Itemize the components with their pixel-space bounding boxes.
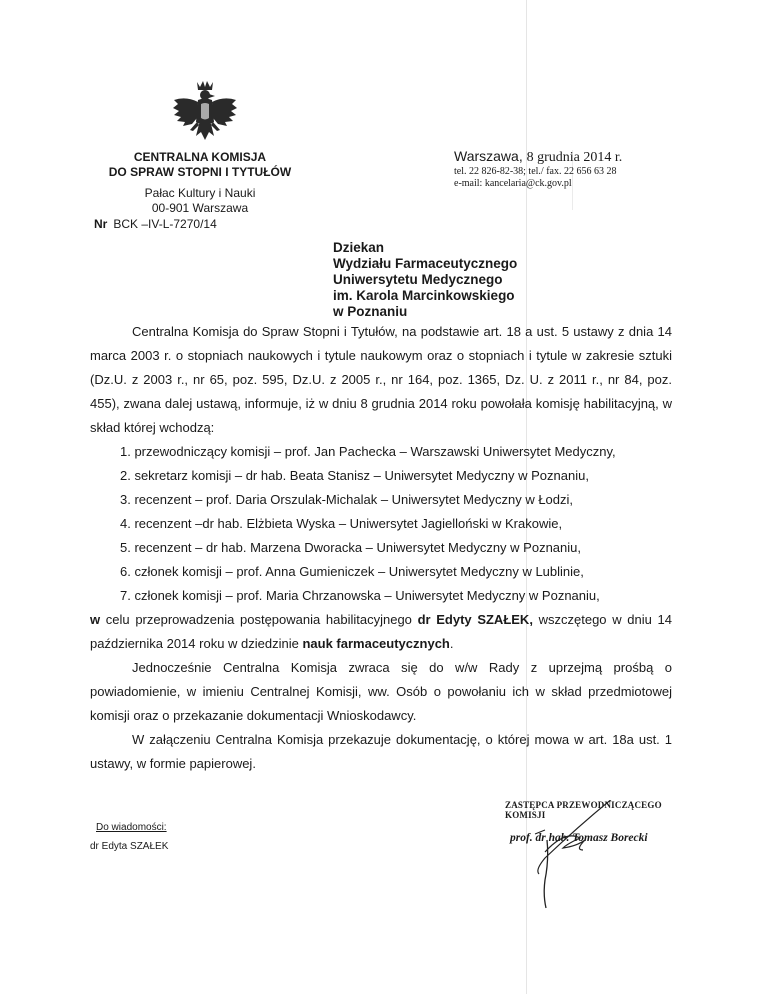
attachment-paragraph: W załączeniu Centralna Komisja przekazuje dokumentację, o której mowa w art. 18a ust. 1 ustawy, w formie papierowej.: [90, 732, 672, 771]
recipient-line: Dziekan: [333, 240, 385, 255]
scientific-field: nauk farmaceutycznych: [302, 636, 450, 651]
recipient-line: im. Karola Marcinkowskiego: [333, 288, 515, 303]
date: 8 grudnia 2014 r.: [526, 150, 623, 165]
list-item: 7. członek komisji – prof. Maria Chrzanowska – Uniwersytet Medyczny w Poznaniu,: [120, 588, 600, 603]
cc-recipient: dr Edyta SZAŁEK: [90, 841, 169, 852]
recipient-block: [333, 240, 517, 320]
signature-stamp: [505, 800, 685, 910]
candidate-name: dr Edyty SZAŁEK,: [417, 612, 533, 627]
organization-address: [120, 186, 280, 216]
purpose-text-1: celu przeprowadzenia postępowania habilitacyjnego: [100, 612, 418, 627]
purpose-paragraph: [90, 608, 672, 656]
committee-members-list: [90, 440, 672, 608]
polish-eagle-emblem-icon: [170, 78, 240, 150]
place: Warszawa,: [454, 148, 523, 164]
address-line-1: Pałac Kultury i Nauki: [144, 186, 256, 200]
reference-number: [94, 217, 217, 231]
letter-body: [90, 320, 672, 776]
list-item: 5. recenzent – dr hab. Marzena Dworacka – Uniwersytet Medyczny w Poznaniu,: [120, 540, 581, 555]
stamp-name: prof. dr hab. Tomasz Borecki: [510, 832, 648, 844]
list-item: 2. sekretarz komisji – dr hab. Beata Stanisz – Uniwersytet Medyczny w Poznaniu,: [120, 468, 589, 483]
list-item: 1. przewodniczący komisji – prof. Jan Pachecka – Warszawski Uniwersytet Medyczny,: [120, 444, 616, 459]
purpose-text-2: wszczętego w dniu 14 października 2014 roku w dziedzinie: [90, 612, 672, 651]
recipient-line: Wydziału Farmaceutycznego: [333, 256, 518, 271]
purpose-end: .: [449, 636, 454, 651]
purpose-w: w: [90, 612, 101, 627]
place-and-date: [454, 148, 622, 166]
intro-paragraph: Centralna Komisja do Spraw Stopni i Tytułów, na podstawie art. 18 a ust. 5 ustawy z dnia 14 marca 2003 r. o stopniach naukowych i tytule naukowym oraz o stopniach i tytule w zakresie sztuki (Dz.U. z 2003 r., nr 65, poz. 595, Dz.U. z 2005 r., nr 164, poz. 1365, Dz. U. z 2011 r., nr 84, poz. 455), zwana dalej ustawą, informuje, iż w dniu 8 grudnia 2014 roku powołała komisję habilitacyjną, w skład której wchodzą:: [90, 324, 672, 435]
contact-info: [454, 166, 616, 190]
recipient-line: Uniwersytetu Medycznego: [333, 272, 503, 287]
stamp-title: ZASTĘPCA PRZEWODNICZĄCEGO KOMISJI: [505, 800, 662, 820]
email-line: e-mail: kancelaria@ck.gov.pl: [454, 178, 572, 189]
handwritten-signature-icon: [505, 800, 685, 910]
list-item: 3. recenzent – prof. Daria Orszulak-Michalak – Uniwersytet Medyczny w Łodzi,: [120, 492, 574, 507]
address-line-2: 00-901 Warszawa: [151, 201, 249, 215]
reference-value: BCK –IV-L-7270/14: [113, 217, 217, 231]
list-item: 4. recenzent –dr hab. Elżbieta Wyska – Uniwersytet Jagielloński w Krakowie,: [120, 516, 563, 531]
phone-line: tel. 22 826-82-38; tel./ fax. 22 656 63 28: [454, 166, 617, 177]
reference-prefix: Nr: [94, 217, 108, 231]
recipient-line: w Poznaniu: [333, 304, 408, 319]
org-line-1: CENTRALNA KOMISJA: [133, 150, 267, 164]
list-item: 6. członek komisji – prof. Anna Gumieniczek – Uniwersytet Medyczny w Lublinie,: [120, 564, 584, 579]
organization-name: [95, 150, 305, 180]
cc-label: Do wiadomości:: [96, 822, 167, 833]
request-paragraph: Jednocześnie Centralna Komisja zwraca się do w/w Rady z uprzejmą prośbą o powiadomienie, w imieniu Centralnej Komisji, ww. Osób o powołaniu ich w skład przedmiotowej komisji oraz o przekazanie dokumentacji Wnioskodawcy.: [90, 660, 672, 723]
org-line-2: DO SPRAW STOPNI I TYTUŁÓW: [108, 165, 292, 179]
